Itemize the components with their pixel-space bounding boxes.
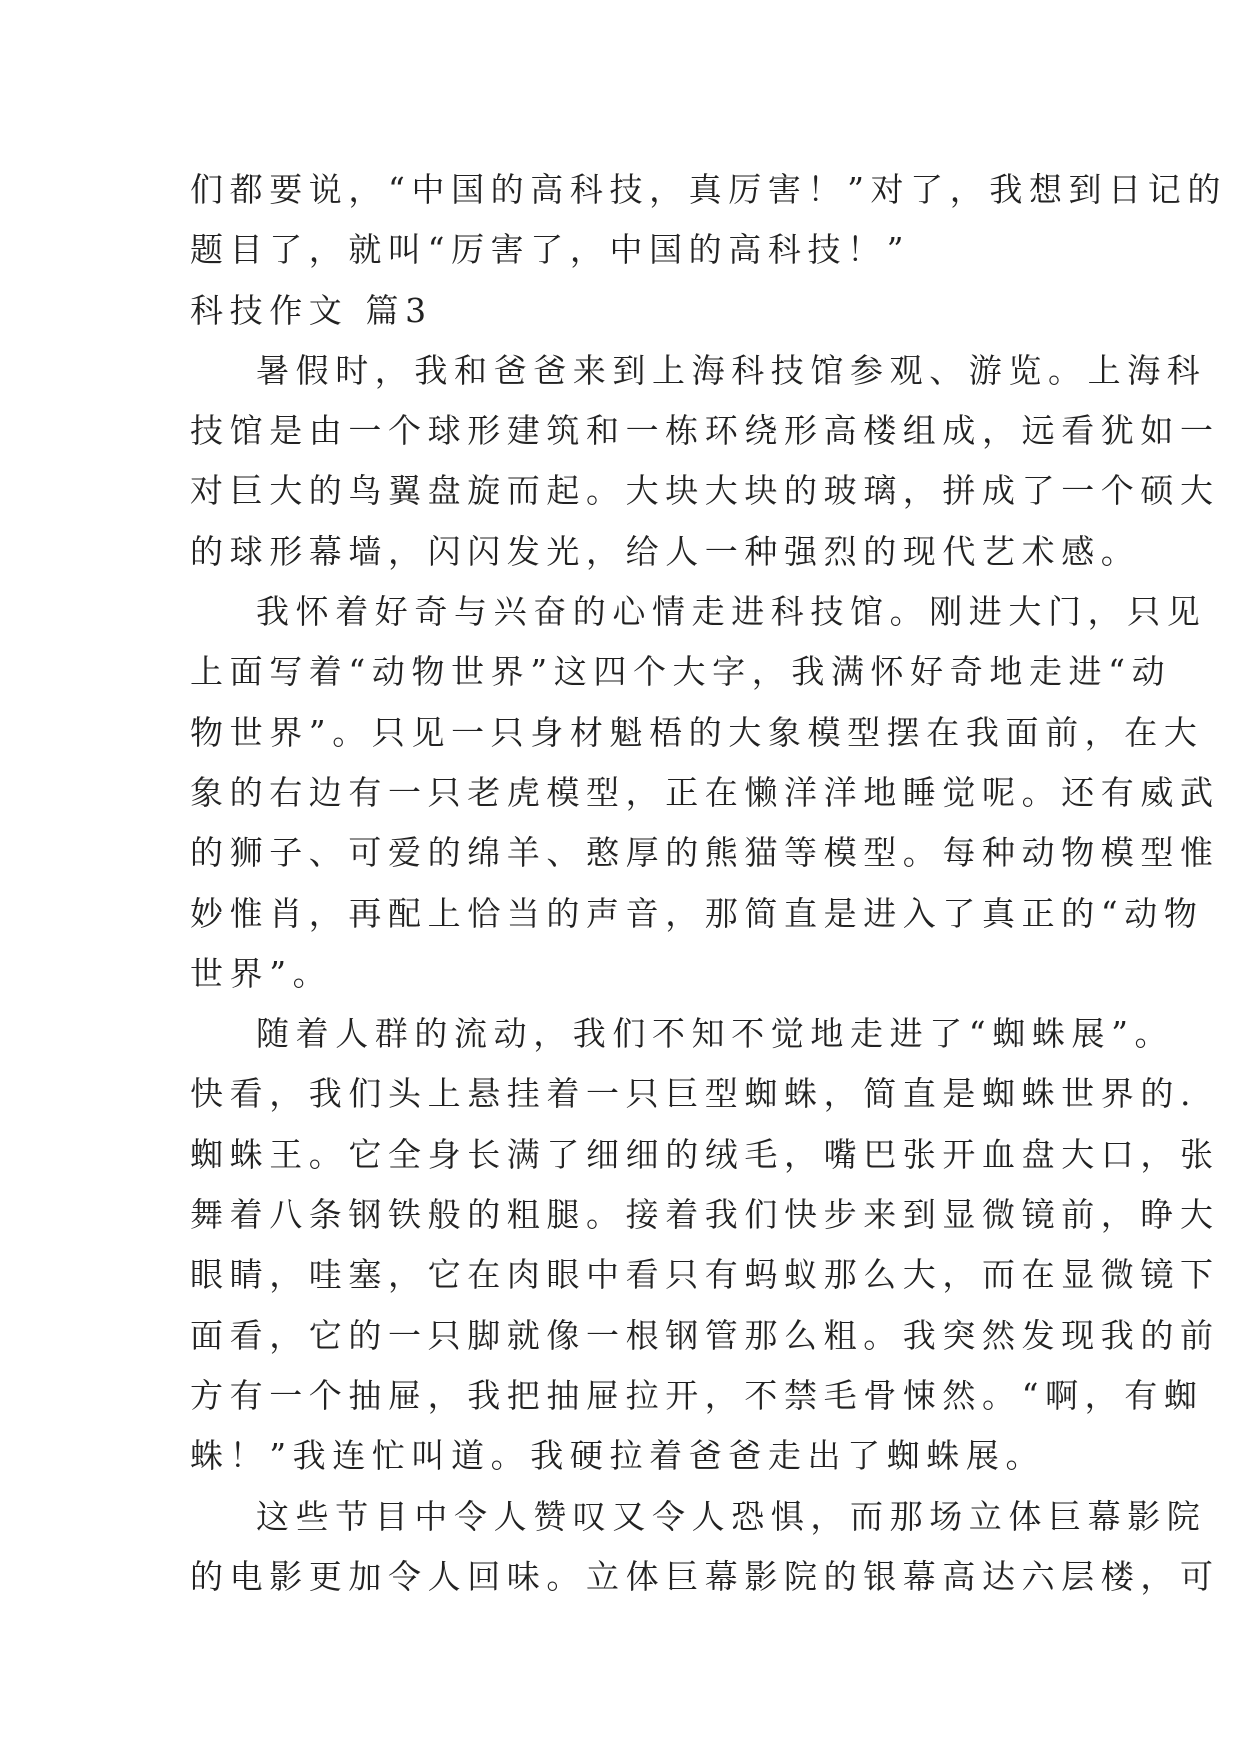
text-line: 快看，我们头上悬挂着一只巨型蜘蛛，简直是蜘蛛世界的. [190,1074,1198,1114]
text-line: 方有一个抽屉，我把抽屉拉开，不禁毛骨悚然。“啊，有蜘 [190,1375,1204,1415]
text-line: 的狮子、可爱的绵羊、憨厚的熊猫等模型。每种动物模型惟 [190,833,1220,873]
text-line: 对巨大的鸟翼盘旋而起。大块大块的玻璃，拼成了一个硕大 [190,471,1220,511]
text-line: 物世界”。只见一只身材魁梧的大象模型摆在我面前，在大 [190,712,1204,752]
text-line: 技馆是由一个球形建筑和一栋环绕形高楼组成，远看犹如一 [190,411,1220,451]
paragraph-first-line: 我怀着好奇与兴奋的心情走进科技馆。刚进大门，只见 [256,592,1207,632]
text-line: 的电影更加令人回味。立体巨幕影院的银幕高达六层楼，可 [190,1556,1220,1596]
text-line: 舞着八条钢铁般的粗腿。接着我们快步来到显微镜前，睁大 [190,1195,1220,1235]
text-line: 的球形幕墙，闪闪发光，给人一种强烈的现代艺术感。 [190,531,1141,571]
paragraph-first-line: 这些节目中令人赞叹又令人恐惧，而那场立体巨幕影院 [256,1496,1207,1536]
text-line: 面看，它的一只脚就像一根钢管那么粗。我突然发现我的前 [190,1315,1220,1355]
text-line: 妙惟肖，再配上恰当的声音，那简直是进入了真正的“动物 [190,893,1204,933]
text-line: 蜘蛛王。它全身长满了细细的绒毛，嘴巴张开血盘大口，张 [190,1134,1220,1174]
document-body [190,160,1227,1607]
text-line: 蛛！”我连忙叫道。我硬拉着爸爸走出了蜘蛛展。 [190,1436,1046,1476]
text-line: 上面写着“动物世界”这四个大字，我满怀好奇地走进“动 [190,652,1172,692]
text-line: 世界”。 [190,953,333,993]
text-line: 象的右边有一只老虎模型，正在懒洋洋地睡觉呢。还有威武 [190,772,1220,812]
text-line: 题目了，就叫“厉害了，中国的高科技！” [190,230,911,270]
text-line: 们都要说，“中国的高科技，真厉害！”对了，我想到日记的 [190,170,1227,209]
paragraph-first-line: 随着人群的流动，我们不知不觉地走进了“蜘蛛展”。 [256,1014,1175,1054]
paragraph-first-line: 暑假时，我和爸爸来到上海科技馆参观、游览。上海科 [256,350,1207,390]
text-line: 眼睛，哇塞，它在肉眼中看只有蚂蚁那么大，而在显微镜下 [190,1255,1220,1295]
section-heading: 科技作文 篇3 [190,290,433,330]
